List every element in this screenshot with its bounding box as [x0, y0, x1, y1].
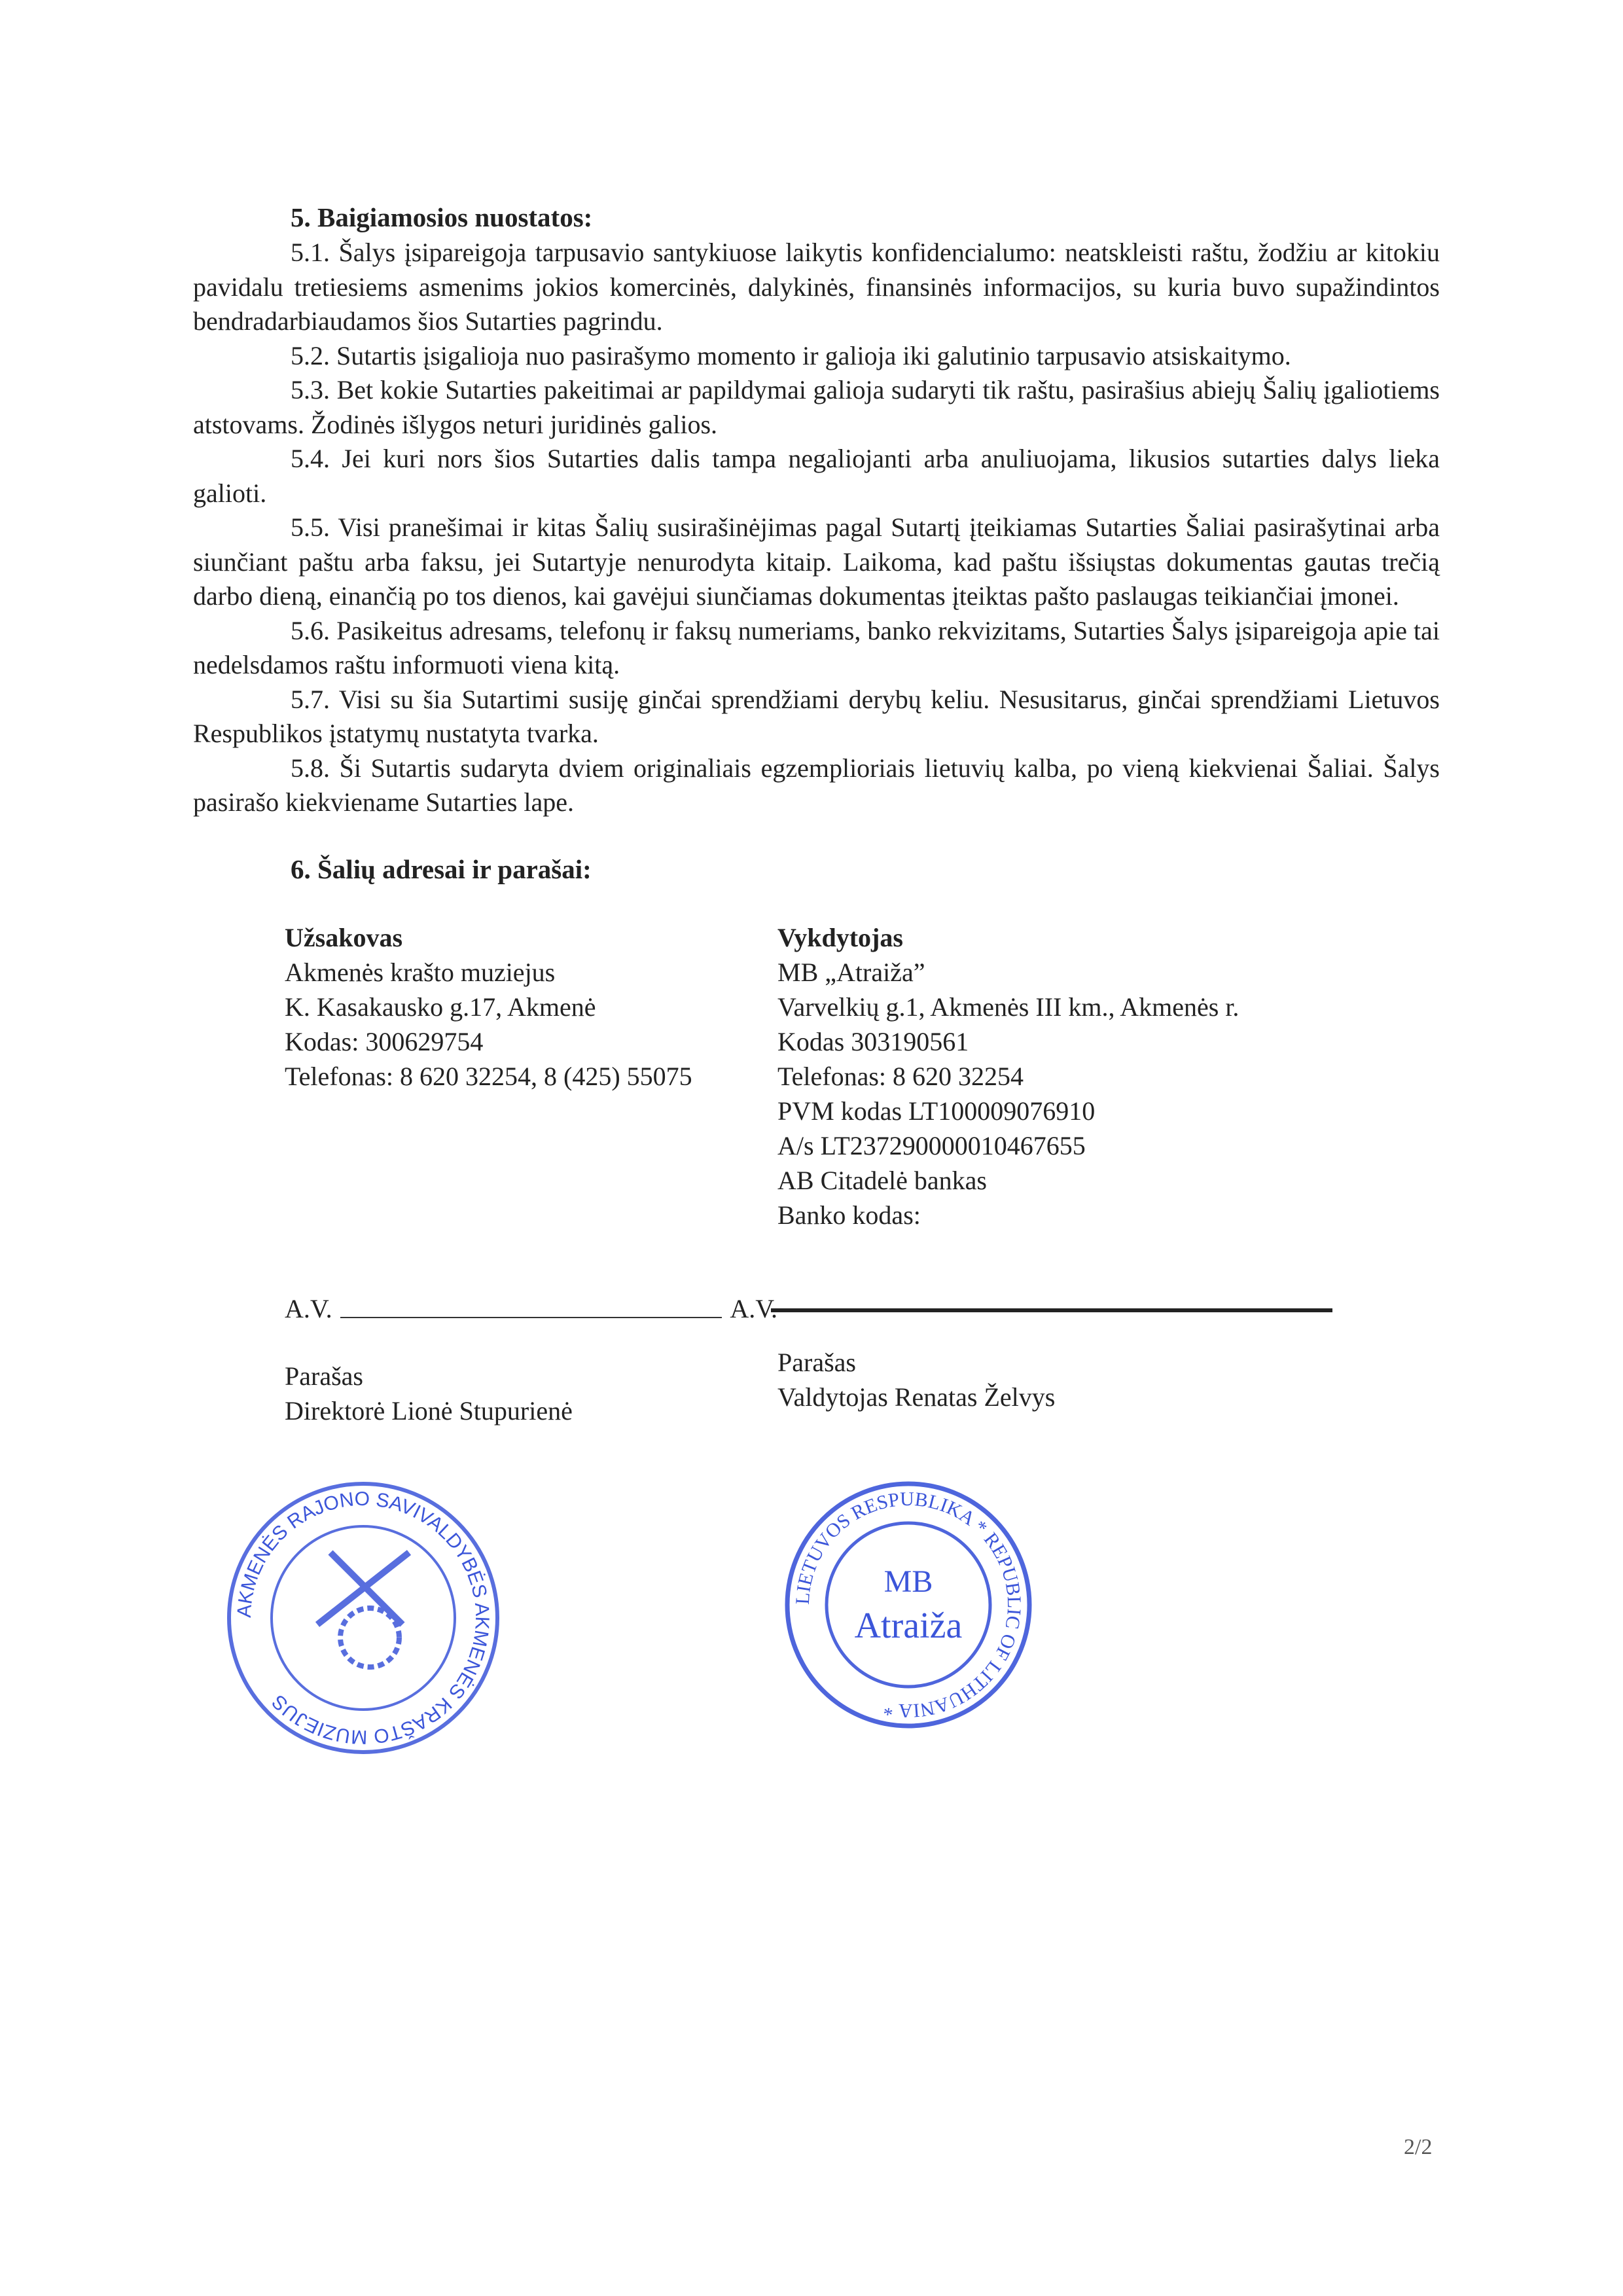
customer-phone: Telefonas: 8 620 32254, 8 (425) 55075 [285, 1061, 692, 1091]
customer-signature-label: Parašas [285, 1361, 363, 1391]
contractor-stamp-name: Atraiža [854, 1605, 963, 1646]
contractor-signatory: Valdytojas Renatas Želvys [777, 1382, 1056, 1412]
clause-5-7: 5.7. Visi su šia Sutartimi susiję ginčai sprendžiami derybų keliu. Nesusitarus, ginčai sprendžiami Lietuvos Respublikos įstatymų nustatyta tvarka. [193, 684, 1440, 748]
clause-5-4: 5.4. Jei kuri nors šios Sutarties dalis tampa negaliojanti arba anuliuojama, likusios sutarties dalys lieka galioti. [193, 444, 1440, 508]
parties [193, 920, 1440, 1232]
contractor-title: Vykdytojas [777, 922, 903, 952]
customer-stamp [219, 1474, 507, 1762]
customer-signature-block [193, 1291, 777, 1428]
stamp-place-right: A.V. [730, 1293, 777, 1323]
clause-5-6: 5.6. Pasikeitus adresams, telefonų ir faksų numeriams, banko rekvizitams, Sutarties Šalys įsipareigoja apie tai nedelsdamos raštu informuoti viena kitą. [193, 615, 1440, 679]
customer-name: Akmenės krašto muziejus [285, 957, 556, 987]
section-6-heading: 6. Šalių adresai ir parašai: [291, 853, 592, 884]
contractor-bank-account: A/s LT237290000010467655 [777, 1130, 1086, 1160]
contractor-phone: Telefonas: 8 620 32254 [777, 1061, 1024, 1091]
contractor-vat-code: PVM kodas LT100009076910 [777, 1096, 1096, 1126]
clause-5-3: 5.3. Bet kokie Sutarties pakeitimai ar papildymai galioja sudaryti tik raštu, pasirašius abiejų Šalių įgaliotiems atstovams. Žodinės išlygos neturi juridinės galios. [193, 375, 1440, 439]
contractor-signature-label: Parašas [777, 1347, 856, 1377]
customer-stamp-text: AKMENĖS RAJONO SAVIVALDYBĖS AKMENĖS KRAŠTO MUZIEJUS [233, 1488, 493, 1748]
contractor-stamp-area [777, 1474, 1039, 1765]
clause-5-8: 5.8. Ši Sutartis sudaryta dviem originaliais egzemplioriais lietuvių kalba, po vieną kiekvienai Šaliai. Šalys pasirašo kiekviename Sutarties lape. [193, 753, 1440, 817]
contractor-address: Varvelkių g.1, Akmenės III km., Akmenės r. [777, 992, 1240, 1022]
stamp-place-left: A.V. [285, 1293, 332, 1323]
signatures [193, 1291, 1440, 1428]
stamps-row [193, 1474, 1440, 1765]
contractor-signature-block [777, 1291, 1440, 1428]
clause-5-5: 5.5. Visi pranešimai ir kitas Šalių susirašinėjimas pagal Sutartį įteikiamas Sutarties Šaliai pasirašytinai arba siunčiant paštu arba faksu, jei Sutartyje nenurodyta kitaip. Laikoma, kad paštu išsiųstas dokumentas gautas trečią darbo dieną, einančią po tos dienos, kai gavėjui siunčiamas dokumentas įteiktas pašto paslaugas teikiančiai įmonei. [193, 512, 1440, 611]
contractor-signature-line [771, 1308, 1332, 1312]
document-page [193, 200, 1440, 1765]
customer-address: K. Kasakausko g.17, Akmenė [285, 992, 596, 1022]
customer-signature-line [340, 1316, 722, 1318]
customer-stamp-area [193, 1474, 777, 1765]
contractor-block [777, 920, 1440, 1232]
contractor-stamp-mb: MB [883, 1564, 933, 1599]
clause-5-1: 5.1. Šalys įsipareigoja tarpusavio santykiuose laikytis konfidencialumo: neatskleisti raštu, žodžiu ar kitokiu pavidalu tretiesiems asmenims jokios komercinės, dalykinės, finansinės informacijos, su kuria buvo supažindintos bendradarbiaudamos šios Sutarties pagrindu. [193, 238, 1440, 336]
section-5-body [193, 236, 1440, 820]
clause-5-2: 5.2. Sutartis įsigalioja nuo pasirašymo momento ir galioja iki galutinio tarpusavio atsiskaitymo. [291, 340, 1291, 370]
contractor-stamp [777, 1474, 1039, 1736]
contractor-stamp-ring-text: LIETUVOS RESPUBLIKA * REPUBLIC OF LITHUANIA * [791, 1488, 1026, 1721]
contractor-code: Kodas 303190561 [777, 1026, 969, 1056]
contractor-bank-code: Banko kodas: [777, 1200, 921, 1230]
section-5-heading: 5. Baigiamosios nuostatos: [291, 202, 593, 232]
customer-block [193, 920, 777, 1232]
customer-stamp-row [285, 1291, 777, 1326]
customer-code: Kodas: 300629754 [285, 1026, 484, 1056]
contractor-bank: AB Citadelė bankas [777, 1165, 987, 1195]
page-number: 2/2 [1404, 2135, 1433, 2159]
contractor-name: MB „Atraiža” [777, 957, 925, 987]
customer-title: Užsakovas [285, 922, 403, 952]
customer-signatory: Direktorė Lionė Stupurienė [285, 1395, 573, 1426]
